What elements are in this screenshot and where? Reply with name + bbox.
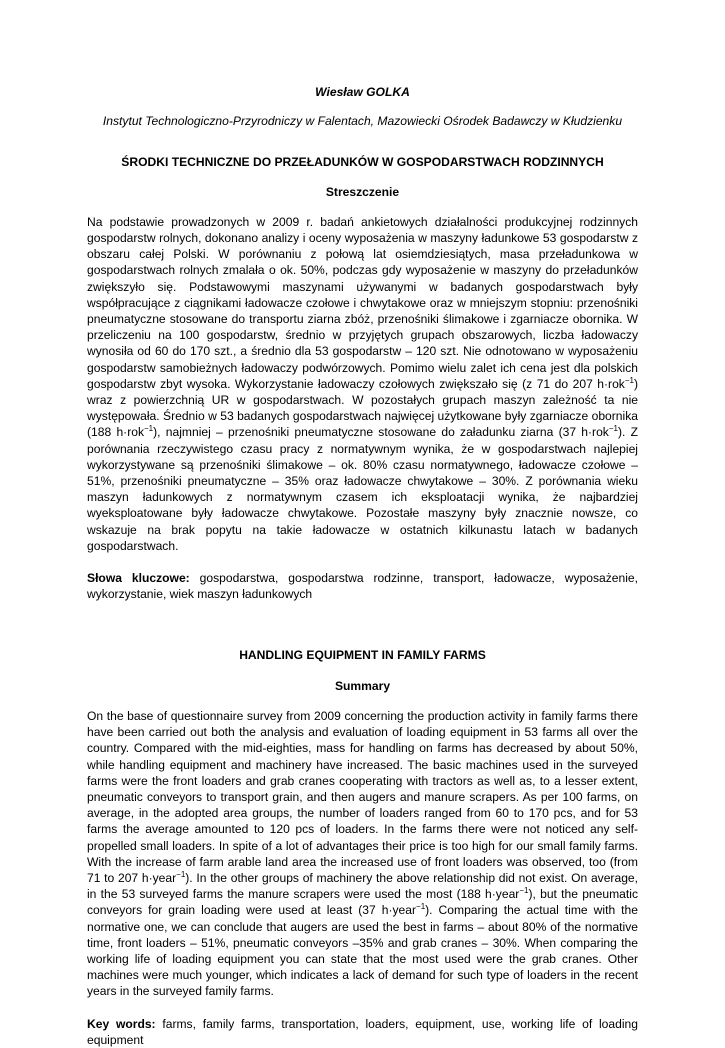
english-summary-part-c: ), but the pneumatic conveyors for grain loading were used at least (37 h·year <box>87 887 639 918</box>
polish-keywords-label: Słowa kluczowe: <box>87 571 190 586</box>
english-summary-part-b: ). In the other groups of machinery the above relationship did not exist. On average, in the 53 surveyed farms the manure scrapers were used the most (188 h·year <box>87 870 639 902</box>
section-spacer <box>87 602 638 647</box>
english-keywords <box>87 1016 638 1048</box>
polish-abstract-part-b: ) wraz z powierzchnią UR w gospodarstwach. W pozostałych grupach maszyn zależność ta nie występowała. Średnio w 53 badanych gospodarstwach najwięcej użytkowane były zgarniacze obornika (188 h·rok <box>87 376 638 440</box>
paper-page <box>87 84 638 1048</box>
exponent: −1 <box>144 424 154 434</box>
english-title: HANDLING EQUIPMENT IN FAMILY FARMS <box>239 648 486 663</box>
english-summary-part-a: On the base of questionnaire survey from 2009 concerning the production activity in family farms there have been carried out both the analysis and evaluation of loading equipment in 53 farms all over the country. Compared with the mid-eighties, mass for handling on farms has decreased by about 50%, while handling equipment and machinery have increased. The basic machines used in the surveyed farms were the front loaders and grab cranes cooperating with tractors as well as, to a lesser extent, pneumatic conveyors to transport grain, and then augers and manure scrapers. As per 100 farms, on average, in the adopted area groups, the number of loaders ranged from 60 to 170 pcs, and for 53 farms the average amounted to 120 pcs of loaders. In the farms there were not noticed any self-propelled small loaders. In spite of a lot of advantages their price is too high for our small family farms. With the increase of farm arable land area the increased use of front loaders was observed, too (from 71 to 207 h·year <box>87 708 638 885</box>
exponent: −1 <box>519 886 529 896</box>
english-summary <box>87 708 638 1000</box>
polish-abstract <box>87 214 638 554</box>
english-summary-heading: Summary <box>334 678 391 693</box>
english-summary-part-d: ). Comparing the actual time with the normative one, we can conclude that augers are used the best in farms – about 80% of the normative time, front loaders – 51%, pneumatic conveyors –35% and grab cranes – 30%. When comparing the working life of loading equipment you can state that the most used were the grab cranes. Other machines were much younger, which indicates a lack of demand for such type of loaders in the recent years in the surveyed family farms. <box>87 903 638 999</box>
polish-keywords <box>87 570 638 602</box>
english-keywords-list: farms, family farms, transportation, loaders, equipment, use, working life of loading equipment <box>87 1016 639 1047</box>
polish-abstract-part-c: ), najmniej – przenośniki pneumatyczne stosowane do załadunku ziarna (37 h·rok <box>153 425 609 440</box>
exponent: −1 <box>176 869 186 879</box>
polish-abstract-heading: Streszczenie <box>325 184 400 199</box>
author-affiliation: Instytut Technologiczno-Przyrodniczy w Falentach, Mazowiecki Ośrodek Badawczy w Kłudzienku <box>102 114 623 129</box>
polish-keywords-list: gospodarstwa, gospodarstwa rodzinne, transport, ładowacze, wyposażenie, wykorzystanie, wiek maszyn ładunkowych <box>87 571 638 602</box>
english-keywords-label: Key words: <box>87 1016 156 1031</box>
exponent: −1 <box>608 424 618 434</box>
polish-abstract-part-d: ). Z porównania rzeczywistego czasu pracy z normatywnym wynika, że w gospodarstwach najlepiej wykorzystywane są przenośniki ślimakowe – ok. 80% czasu normatywnego, ładowacze czołowe – 51%, przenośniki pneumatyczne – 35% oraz ładowacze chwytakowe – 30%. Z porównania wieku maszyn ładunkowych z normatywnym czasem ich eksploatacji wynika, że najbardziej wyeksploatowane były ładowacze chwytakowe. Pozostałe maszyny były znacznie nowsze, co wskazuje na brak popytu na takie ładowacze w ostatnich kilkunastu latach w badanych gospodarstwach. <box>87 425 638 553</box>
polish-title: ŚRODKI TECHNICZNE DO PRZEŁADUNKÓW W GOSPODARSTWACH RODZINNYCH <box>121 155 604 170</box>
polish-abstract-part-a: Na podstawie prowadzonych w 2009 r. badań ankietowych działalności produkcyjnej rodzinnych gospodarstw rolnych, dokonano analizy i oceny wyposażenia w maszyny ładunkowe 53 gospodarstw z obszaru całej Polski. W porównaniu z połową lat osiemdziesiątych, masa przeładunkowa w gospodarstwach rolnych zmalała o ok. 50%, podczas gdy wyposażenie w maszyny do przeładunków zwiększyło się. Podstawowymi maszynami używanymi w badanych gospodarstwach były współpracujące z ciągnikami ładowacze czołowe i chwytakowe oraz w mniejszym stopniu: przenośniki pneumatyczne stosowane do transportu ziarna zbóż, przenośniki ślimakowe i zgarniacze obornika. W przeliczeniu na 100 gospodarstw, średnio w przyjętych grupach obszarowych, liczba ładowaczy wynosiła od 60 do 170 szt., a średnio dla 53 gospodarstw – 120 szt. Nie odnotowano w wyposażeniu gospodarstw samobieżnych ładowaczy podwórzowych. Pomimo wielu zalet ich cena jest dla polskich gospodarstw zbyt wysoka. Wykorzystanie ładowaczy czołowych zwiększało się (z 71 do 207 h·rok <box>87 214 638 391</box>
exponent: −1 <box>416 902 426 912</box>
author-name: Wiesław GOLKA <box>315 85 410 99</box>
exponent: −1 <box>624 375 634 385</box>
